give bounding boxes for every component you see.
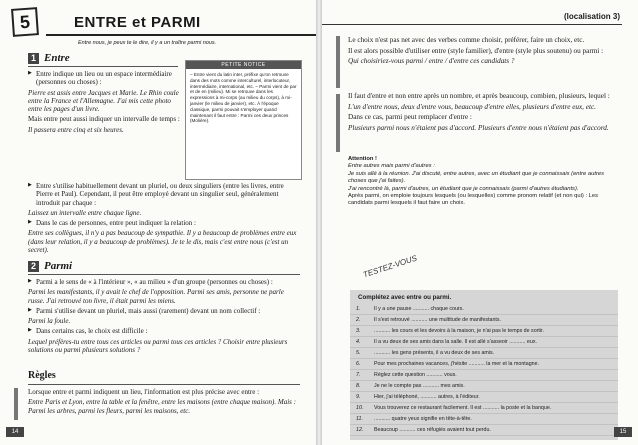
lesson-title: ENTRE et PARMI xyxy=(74,14,201,31)
exercise-item xyxy=(350,381,618,392)
nombre-bar xyxy=(336,94,340,152)
exercise-item-number: 10. xyxy=(356,405,364,411)
page-number-right: 15 xyxy=(614,427,632,437)
section-2-heading xyxy=(28,260,72,272)
exercise-item xyxy=(350,392,618,403)
parmi-remplace-text: Dans ce cas, parmi peut remplacer d'entre : xyxy=(348,113,472,122)
exercise-title: Complétez avec entre ou parmi. xyxy=(358,294,452,301)
exercise-item-text: Je ne le compte pas ........... mes amis. xyxy=(374,383,465,389)
choix-difficile-rule: ▶ Dans certains cas, le choix est difficile : xyxy=(28,327,300,335)
exercise-item xyxy=(350,359,618,370)
exercise-item-text: Il s'est retrouvé ........... une multitude de manifestants. xyxy=(374,317,502,323)
exercise-item xyxy=(350,315,618,326)
exercise-item-text: Il y a une pause ........... chaque cours. xyxy=(374,306,464,312)
section-1-rule xyxy=(28,66,178,67)
regles-rule xyxy=(28,384,300,385)
parmi-pluriel-rule: ▶ Parmi s'utilise devant un pluriel, mais aussi (rarement) devant un nom collectif : xyxy=(28,307,300,315)
exercise-item xyxy=(350,304,618,315)
dentre-nombre-example: L'un d'entre nous, deux d'entre vous, beaucoup d'entre elles, plusieurs d'entre eux, etc. xyxy=(348,102,596,111)
exercise-item-number: 5. xyxy=(356,350,361,356)
regles-text: Lorsque entre et parmi indiquent un lieu, l'information est plus précise avec entre : xyxy=(28,388,260,396)
exercise-rows xyxy=(350,304,618,436)
entre-lieu-example: Pierre est assis entre Jacques et Marie. Le Rhin coule entre la France et l'Allemagne. J'ai mis cette photo entre les pages d'un livre. xyxy=(28,88,179,114)
header-rule xyxy=(322,24,622,25)
entre-relation-rule: ▶ Dans le cas de personnes, entre peut indiquer la relation : xyxy=(28,219,300,227)
regles-example: Entre Paris et Lyon, entre la table et la fenêtre, entre les maisons (entre chaque maison). Mais : Parmi les arbres, parmi les fleurs, parmi les maisons, etc. xyxy=(28,398,296,415)
exercise-item-text: ........... quatre yeux signifie en tête-à-tête. xyxy=(374,416,472,422)
entre-temps-rule: Mais entre peut aussi indiquer un intervalle de temps : xyxy=(28,115,180,124)
exercise-item-text: Réglez cette question ........... vous. xyxy=(374,372,457,378)
section-1-title: Entre xyxy=(44,52,70,64)
petite-notice-header: PETITE NOTICE xyxy=(186,61,301,69)
exercise-item-text: ........... les cours et les devoirs à la maison, je n'ai pas le temps de sortir. xyxy=(374,328,544,334)
section-2-rule xyxy=(28,274,300,275)
exercise-item-number: 12. xyxy=(356,427,364,433)
lesson-number-badge: 5 xyxy=(11,7,39,37)
exercise-item-number: 6. xyxy=(356,361,361,367)
title-rule xyxy=(46,34,316,36)
exercise-item xyxy=(350,326,618,337)
entre-relation-example: Entre ses collègues, il n'y a pas beaucoup de sympathie. Il y a beaucoup de problèmes entre eux (dans leur relation, il y a beaucoup de problèmes). Je te le dis, mais c'est entre nous (c'est un secret). xyxy=(28,229,297,255)
section-2-title: Parmi xyxy=(44,260,73,272)
entre-pluriel-rule: ▶ Entre s'utilise habituellement devant un pluriel, ou deux singuliers (entre les livres, entre Pierre et Paul). Cependant, il peut être employé devant un singulier seul, généralement introduit par chaque : xyxy=(28,182,300,207)
parmi-remplace-example: Plusieurs parmi nous n'étaient pas d'accord. Plusieurs d'entre nous n'étaient pas d'accord. xyxy=(348,123,609,132)
regles-bar xyxy=(14,388,18,420)
right-block-1 xyxy=(348,36,618,68)
exercise-item xyxy=(350,425,618,436)
exercise-item-text: Vous trouverez ce restaurant facilement. Il est ........... la poste et la banque. xyxy=(374,405,552,411)
attention-title: Attention ! xyxy=(348,156,377,162)
exercise-item-number: 1. xyxy=(356,306,361,312)
attention-line-4: Après parmi, on emploie toujours lesquels (ou lesquelles) comme pronom relatif (et non qui) : Les candidats parmi lesquels il faut faire un choix. xyxy=(348,193,599,207)
section-2-number: 2 xyxy=(28,261,39,272)
choix-difficile-example: Lequel préfères-tu entre tous ces articles ou parmi tous ces articles ? Choisir entre plusieurs solutions ou parmi plusieurs solutions ? xyxy=(28,337,288,355)
exercise-item-number: 3. xyxy=(356,328,361,334)
entre-pluriel-example: Laissez un intervalle entre chaque ligne. xyxy=(28,208,142,217)
exercise-item-text: Il a vu deux de ses amis dans la salle. Il est allé s'asseoir ........... eux. xyxy=(374,339,537,345)
location-tag: (localisation 3) xyxy=(563,12,620,21)
exercise-item xyxy=(350,348,618,359)
entre-dentre-text: Il est alors possible d'utiliser entre (style familier), d'entre (style plus soutenu) ou parmi : xyxy=(348,46,604,55)
dentre-nombre-rule: Il faut d'entre et non entre après un nombre, et après beaucoup, combien, plusieurs, lequel : xyxy=(348,92,610,100)
left-page xyxy=(0,0,316,445)
petite-notice-box xyxy=(185,60,302,180)
section-1-body-a xyxy=(28,70,180,136)
exercise-item-text: Pour mes prochaines vacances, j'hésite ........... la mer et la montagne. xyxy=(374,361,540,367)
parmi-sens-rule: ▶ Parmi a le sens de « à l'intérieur », « au milieu » d'un groupe (personnes ou choses) : xyxy=(28,278,300,286)
entre-dentre-example: Qui choisiriez-vous parmi / entre / d'entre ces candidats ? xyxy=(348,57,515,66)
exercise-item xyxy=(350,337,618,348)
right-block-2 xyxy=(348,92,618,134)
choix-bar xyxy=(336,36,340,88)
attention-line-3: J'ai rencontré là, parmi d'autres, un étudiant que je connaissais (parmi d'autres étudiants). xyxy=(348,185,579,192)
parmi-pluriel-example: Parmi la foule. xyxy=(28,317,71,326)
page-number-left: 14 xyxy=(6,427,24,437)
parmi-sens-example: Parmi les manifestants, il y avait le chef de l'opposition. Parmi ses amis, personne ne parle russe. J'ai retrouvé ton livre, il était parmi les miens. xyxy=(28,288,284,305)
choix-verbes-text: Le choix n'est pas net avec des verbes comme choisir, préférer, faire un choix, etc. xyxy=(348,36,585,44)
entre-lieu-rule: ▶ Entre indique un lieu ou un espace intermédiaire (personnes ou choses) : xyxy=(28,70,180,87)
exercise-item-number: 2. xyxy=(356,317,361,323)
section-1-number: 1 xyxy=(28,53,39,64)
section-1-body-b xyxy=(28,182,300,256)
exercise-item-text: Beaucoup ........... ces réfugiés avaient tout perdu. xyxy=(374,427,491,433)
exercise-item xyxy=(350,370,618,381)
testez-vous-stamp: TESTEZ-VOUS xyxy=(361,253,419,280)
section-2-body xyxy=(28,278,300,356)
section-1-heading xyxy=(28,52,70,64)
right-page xyxy=(322,0,638,445)
exercise-item xyxy=(350,403,618,414)
exercise-item-text: Hier, j'ai téléphoné, ........... autres, à l'éditeur. xyxy=(374,394,480,400)
exercise-item-number: 11. xyxy=(356,416,363,422)
exercise-item xyxy=(350,414,618,425)
exercise-item-number: 8. xyxy=(356,383,361,389)
attention-line-1: Entre autres mais parmi d'autres : xyxy=(348,163,435,170)
regles-body xyxy=(28,388,300,417)
exercise-box xyxy=(350,290,618,440)
entre-temps-example: Il passera entre cinq et six heures. xyxy=(28,125,124,134)
petite-notice-body: – Entre vient du latin inter, préfixe qu'on retrouve dans des mots comme interculturel, interlocuteur, intermédiaire, international, etc. – Parmi vient de par et de en (milieu). Mi se retrouve dans les expressions à mi-corps (au milieu du corps), à mi-janvier (le milieu de janvier), etc. À l'époque classique, parmi pouvait s'employer quand maintenant il faut entre : Parmi ces deux princes (Molière). xyxy=(190,72,297,124)
regles-title: Règles xyxy=(28,370,56,381)
attention-line-2: Je suis allé à la réunion. J'ai discuté, entre autres, avec un étudiant que je connaissais (entre autres choses que j'ai faites). xyxy=(348,170,604,185)
exercise-item-number: 4. xyxy=(356,339,361,345)
exercise-item-number: 7. xyxy=(356,372,361,378)
epigraph: Entre nous, je peux te le dire, il y a un traître parmi nous. xyxy=(78,40,217,46)
exercise-item-text: ........... les gens présents, il a vu deux de ses amis. xyxy=(374,350,495,356)
attention-box xyxy=(348,156,623,208)
exercise-item-number: 9. xyxy=(356,394,361,400)
